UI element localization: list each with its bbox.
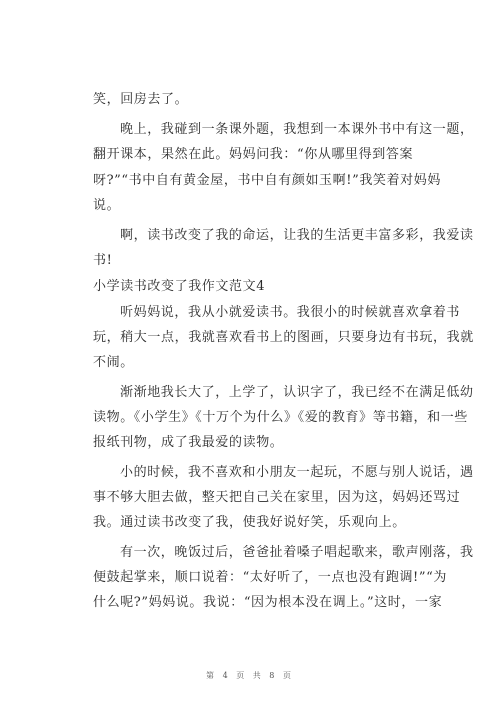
text-line: 啊，读书改变了我的命运，让我的生活更丰富多彩，我爱读	[120, 228, 474, 243]
text-line: 读物。《小学生》《十万个为什么》《爱的教育》等书籍，和一些	[93, 410, 468, 425]
text-line: 事不够大胆去做，整天把自己关在家里，因为这，妈妈还骂过	[93, 490, 461, 505]
text-line: 呀?”“书中自有黄金屋，书中自有颜如玉啊!”我笑着对妈妈	[93, 173, 441, 188]
text-line: 听妈妈说，我从小就爱读书。我很小的时候就喜欢拿着书	[120, 305, 461, 320]
text-line: 我。通过读书改变了我，使我好说好笑，乐观向上。	[93, 515, 406, 530]
text-line: 玩，稍大一点，我就喜欢看书上的图画，只要身边有书玩，我就	[93, 330, 474, 345]
text-line: 不闹。	[93, 355, 134, 370]
text-line: 便鼓起掌来，顺口说着：“太好听了，一点也没有跑调!”“为	[93, 570, 447, 585]
text-line: 什么呢?”妈妈说。我说：“因为根本没在调上。”这时，一家	[93, 595, 443, 610]
text-line: 小的时候，我不喜欢和小朋友一起玩，不愿与别人说话，遇	[120, 465, 474, 480]
text-line: 渐渐地我长大了，上学了，认识字了，我已经不在满足低幼	[120, 385, 474, 400]
text-line: 书!	[93, 253, 113, 268]
text-line: 晚上，我碰到一条课外题，我想到一本课外书中有这一题，	[120, 122, 474, 137]
text-line: 有一次，晚饭过后，爸爸扯着嗓子唱起歌来，歌声刚落，我	[120, 545, 474, 560]
text-line: 说。	[93, 198, 121, 213]
page-number: 第 4 页 共 8 页	[206, 671, 294, 680]
section-heading: 小学读书改变了我作文范文4	[93, 279, 266, 294]
text-line: 笑，回房去了。	[93, 92, 189, 107]
text-line: 报纸刊物，成了我最爱的读物。	[93, 435, 284, 450]
text-line: 翻开课本，果然在此。妈妈问我：“你从哪里得到答案	[93, 147, 414, 162]
